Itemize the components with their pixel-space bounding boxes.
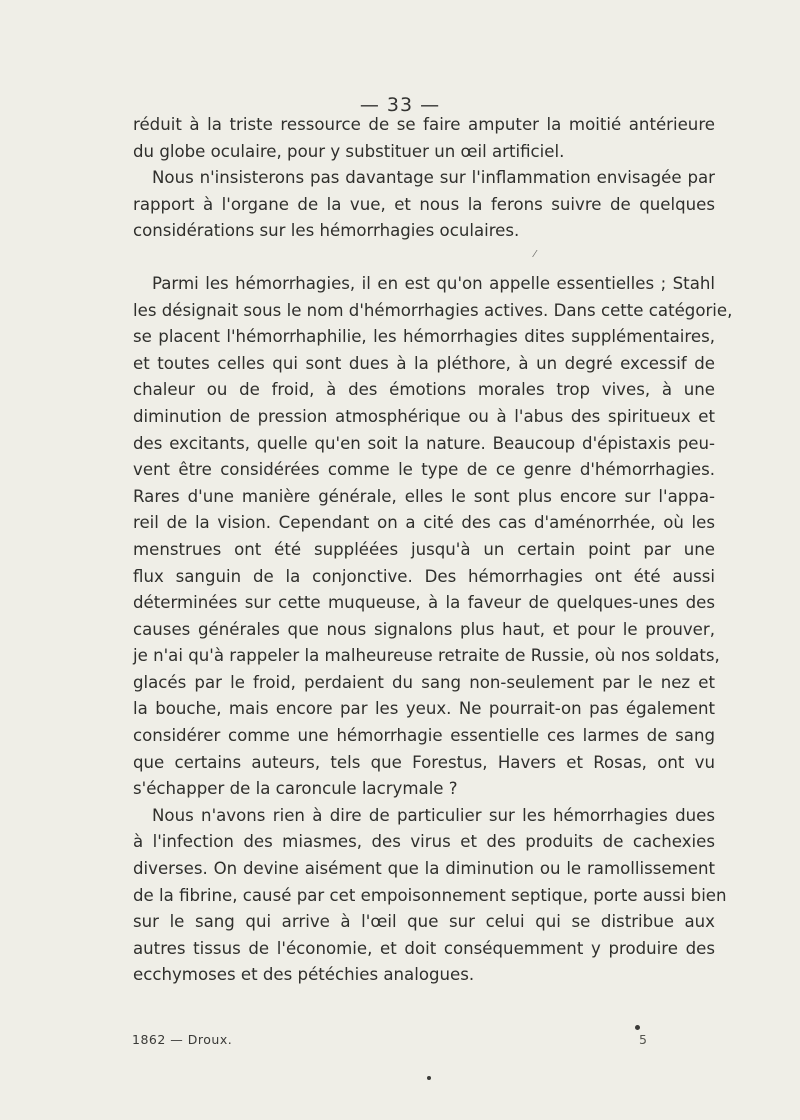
text-line: ecchymoses et des pétéchies analogues. [133, 965, 475, 985]
text-line: rapport à l'organe de la vue, et nous la ferons suivre de quelques [133, 194, 715, 214]
body-text [133, 112, 733, 989]
text-line: que certains auteurs, tels que Forestus, Havers et Rosas, ont vu [133, 752, 715, 772]
printer-footer: 1862 — Droux. [132, 1032, 233, 1047]
text-line: de la fibrine, causé par cet empoisonnement septique, porte aussi bien [133, 885, 727, 905]
text-line: des excitants, quelle qu'en soit la nature. Beaucoup d'épistaxis peu- [133, 433, 715, 453]
ink-speck [635, 1025, 640, 1030]
text-line: flux sanguin de la conjonctive. Des hémorrhagies ont été aussi [133, 566, 715, 586]
text-line: et toutes celles qui sont dues à la pléthore, à un degré excessif de [133, 353, 715, 373]
text-line: considérer comme une hémorrhagie essentielle ces larmes de sang [133, 726, 715, 746]
text-line: déterminées sur cette muqueuse, à la faveur de quelques-unes des [133, 593, 715, 613]
text-line: à l'infection des miasmes, des virus et des produits de cachexies [133, 832, 715, 852]
text-line: Rares d'une manière générale, elles le sont plus encore sur l'appa- [133, 486, 715, 506]
text-line: Nous n'insisterons pas davantage sur l'inflammation envisagée par [152, 168, 715, 188]
paragraph-gap [133, 245, 715, 271]
text-line: réduit à la triste ressource de se faire amputer la moitié antérieure [133, 115, 715, 134]
text-line: chaleur ou de froid, à des émotions morales trop vives, à une [133, 380, 715, 400]
text-line: sur le sang qui arrive à l'œil que sur celui qui se distribue aux [133, 912, 715, 932]
text-line: menstrues ont été suppléées jusqu'à un certain point par une [133, 539, 715, 559]
text-line: diverses. On devine aisément que la diminution ou le ramollissement [133, 859, 715, 879]
text-line: s'échapper de la caroncule lacrymale ? [133, 779, 458, 799]
text-line: les désignait sous le nom d'hémorrhagies actives. Dans cette catégorie, [133, 300, 733, 320]
text-line: considérations sur les hémorrhagies oculaires. [133, 221, 520, 241]
text-line: glacés par le froid, perdaient du sang non-seulement par le nez et [133, 672, 715, 692]
text-line: se placent l'hémorrhaphilie, les hémorrhagies dites supplémentaires, [133, 327, 715, 347]
text-line: vent être considérées comme le type de ce genre d'hémorrhagies. [133, 460, 715, 480]
text-line: Parmi les hémorrhagies, il en est qu'on appelle essentielles ; Stahl [152, 273, 715, 293]
separator-mark: ⁄ [534, 249, 536, 260]
ink-speck [427, 1076, 431, 1080]
text-line: Nous n'avons rien à dire de particulier sur les hémorrhagies dues [152, 805, 715, 825]
text-line: autres tissus de l'économie, et doit conséquemment y produire des [133, 938, 715, 958]
text-line: du globe oculaire, pour y substituer un œil artificiel. [133, 141, 565, 161]
text-line: diminution de pression atmosphérique ou à l'abus des spiritueux et [133, 406, 715, 426]
text-line: je n'ai qu'à rappeler la malheureuse retraite de Russie, où nos soldats, [133, 646, 720, 666]
sheet-number: 5 [639, 1032, 647, 1047]
text-line: la bouche, mais encore par les yeux. Ne pourrait-on pas également [133, 699, 715, 719]
text-line: causes générales que nous signalons plus haut, et pour le prouver, [133, 619, 715, 639]
text-line: reil de la vision. Cependant on a cité des cas d'aménorrhée, où les [133, 513, 715, 533]
page-number: — 33 — [359, 94, 441, 116]
